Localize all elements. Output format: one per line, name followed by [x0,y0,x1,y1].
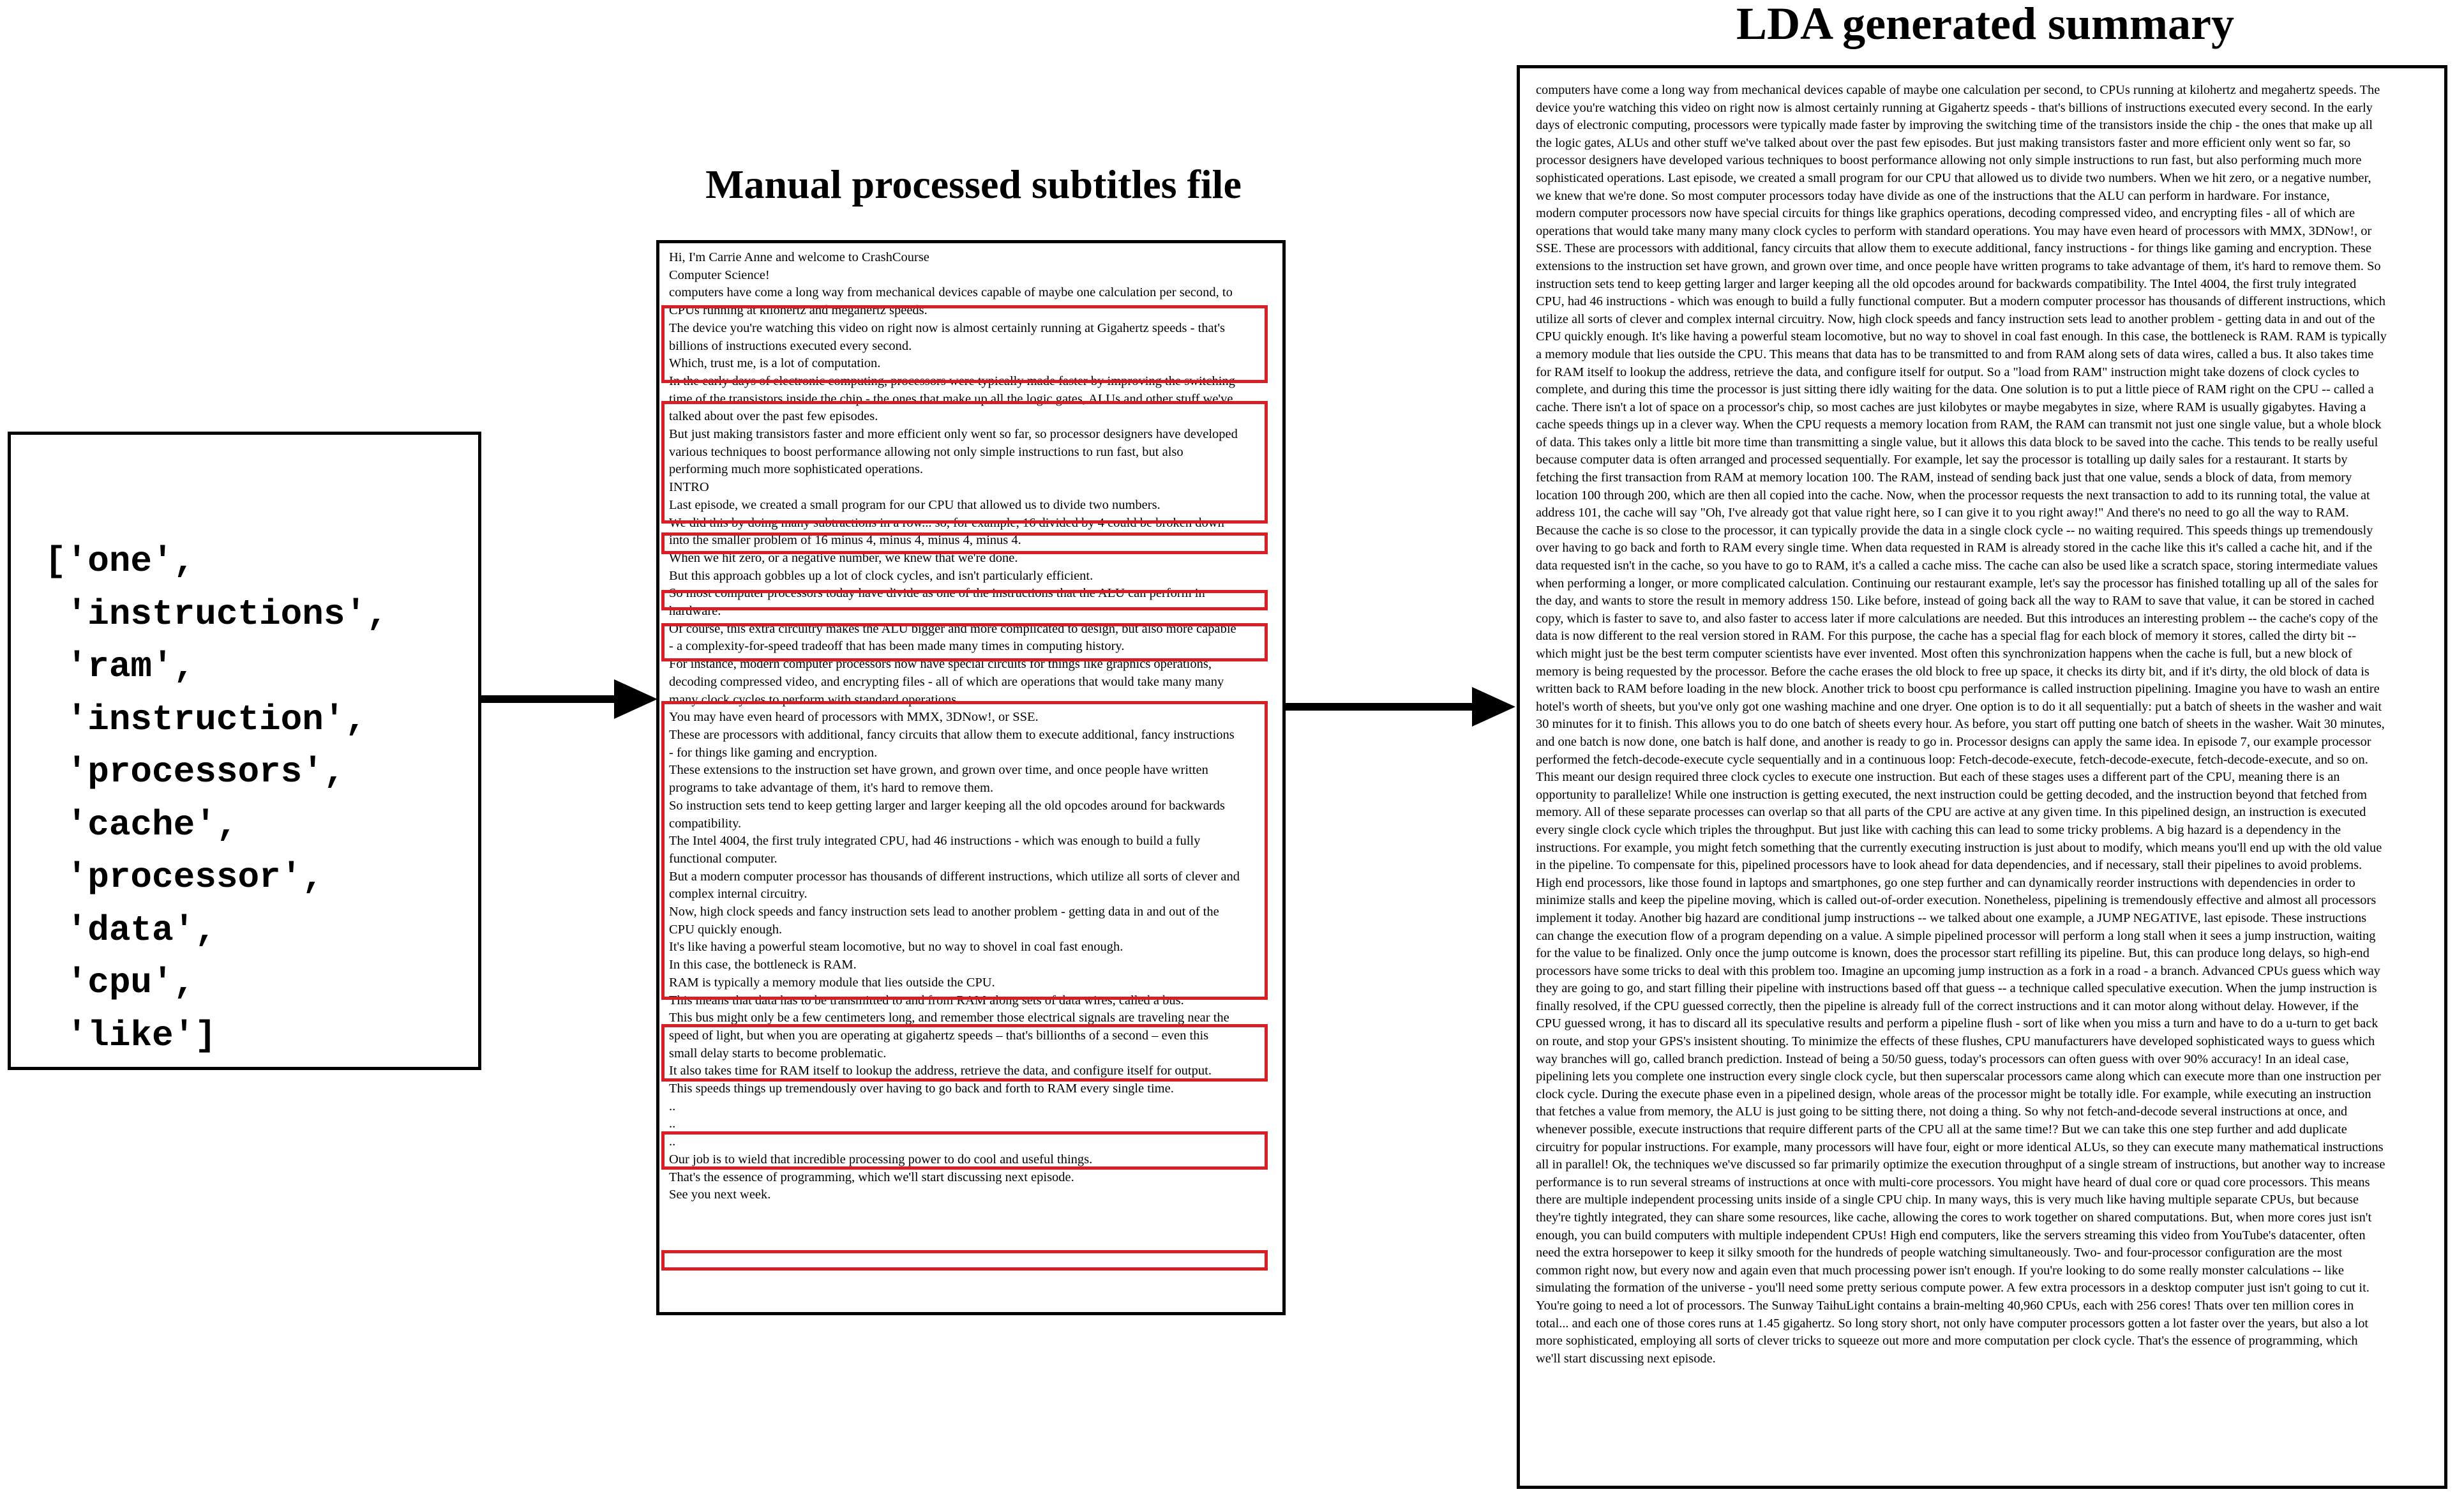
summary-line: fetching the first transaction from RAM at memory location 100. The RAM, instead of sending back just that one value, sends a block of data, from memory [1536,471,2352,485]
subtitle-line: So instruction sets tend to keep getting larger and larger keeping all the old opcodes around for backwards [669,798,1225,813]
summary-line: implement it today. Another big hazard are conditional jump instructions -- we talked about one example, a JUMP NEGATIVE, last episode. These instructions [1536,910,2367,925]
subtitle-line: That's the essence of programming, which we'll start discussing next episode. [669,1170,1074,1184]
summary-line: modern computer processors now have special circuits for things like graphics operations, decoding compressed video, and encrypting files - all of which are [1536,206,2355,221]
highlight-box [661,590,1268,610]
subtitle-line: .. [669,1099,676,1113]
subtitles-heading: Manual processed subtitles file [705,162,1242,207]
subtitle-line: You may have even heard of processors with MMX, 3DNow!, or SSE. [669,710,1039,725]
subtitle-line: Now, high clock speeds and fancy instruction sets lead to another problem - getting data in and out of the [669,905,1219,919]
summary-line: need the extra horsepower to keep it silky smooth for the hundreds of people watching simultaneously. Two- and four-processor configuration are the most [1536,1246,2343,1260]
summary-line: CPU quickly enough. It's like having a powerful steam locomotive, but no way to shovel in coal fast enough. In this case, the bottleneck is RAM. RAM is typically [1536,329,2387,344]
summary-line: finally resolved, if the CPU guessed correctly, then the pipeline is already full of the correct instructions and it can motor along without delay. However, if the [1536,999,2359,1013]
summary-line: there are multiple independent processing units inside of a single CPU chip. In many ways, this is very much like having multiple separate CPUs, but because [1536,1193,2359,1207]
summary-line: sophisticated operations. Last episode, we created a small program for our CPU that allowed us to divide two numbers. When we hit zero, or a negative number, [1536,170,2371,185]
summary-line: performance is to run several streams of instructions at once with multi-core processors. You might have heard of dual core or quad core processors. This means [1536,1175,2370,1189]
subtitle-line: In this case, the bottleneck is RAM. [669,958,857,972]
summary-line: performed the fetch-decode-execute cycle sequentially and in a continuous loop: Fetch-decode-execute, fetch-decode-execute, fetch-decode-execute, and so on. [1536,752,2368,767]
subtitle-line: complex internal circuitry. [669,887,808,902]
summary-line: when performing a longer, or more complicated calculation. Continuing our restaurant example, let's say the processor has finished totalling up all of the sales for [1536,576,2378,591]
subtitle-line: This bus might only be a few centimeters long, and remember those electrical signals are traveling near the [669,1011,1229,1025]
subtitle-line: Which, trust me, is a lot of computation. [669,356,881,371]
summary-line: This meant our design required three clock cycles to execute one instruction. But each of these stages uses a different part of the CPU, meaning there is an [1536,770,2340,785]
summary-line: of data. This takes only a little bit more time than transmitting a single value, but it allows this data block to be saved into the cache. This tends to be really useful [1536,435,2378,449]
subtitle-line: compatibility. [669,816,742,831]
subtitle-line: - for things like gaming and encryption. [669,745,878,760]
subtitle-line: Computer Science! [669,268,770,282]
summary-line: location 100 through 200, which are then all copied into the cache. Now, when the processor requests the next transaction to add to its running total, the value at [1536,488,2370,502]
summary-line: they're tightly integrated, they can share some resources, like cache, allowing the cores to work together on shared computations. But, when more cores just isn't [1536,1211,2372,1225]
summary-line: a memory module that lies outside the CPU. This means that data has to be transmitted to and from RAM along sets of data wires, called a bus. It also takes time [1536,347,2374,361]
summary-line: cache. There isn't a lot of space on a processor's chip, so most caches are just kilobytes or maybe megabytes in size, where RAM is usually gigabytes. Having a [1536,400,2366,414]
subtitle-line: Hi, I'm Carrie Anne and welcome to CrashCourse [669,250,929,264]
subtitle-line: time of the transistors inside the chip - the ones that make up all the logic gates, ALUs and other stuff we've [669,391,1233,406]
arrow-right-icon [1286,684,1517,729]
subtitle-line: The Intel 4004, the first truly integrated CPU, had 46 instructions - which was enough to build a fully [669,834,1201,849]
summary-line: CPU guessed wrong, it has to discard all its speculative results and perform a pipeline flush - sort of like when you miss a turn and have to do a u-turn to get back [1536,1016,2378,1031]
keyword-item: 'cpu', [45,962,195,1003]
summary-line: can change the execution flow of a program depending on a value. A simple pipelined processor will perform a long stall when it sees a jump instruction, waiting [1536,928,2376,943]
highlight-box [661,1024,1268,1082]
subtitle-line: The device you're watching this video on right now is almost certainly running at Gigahertz speeds - that's [669,321,1226,335]
summary-line: complete, and during this time the processor is just sitting there idly waiting for the data. One solution is to put a little piece of RAM right on the CPU -- called a [1536,382,2374,397]
summary-line: CPU, had 46 instructions - which was enough to build a fully functional computer. But a modern computer processor has thousands of different instructions, which [1536,294,2386,309]
keyword-item: 'ram', [45,646,195,687]
lda-summary-heading: LDA generated summary [1736,0,2234,49]
summary-line: hotel's worth of sheets, but you've only got one washing machine and one dryer. One option is to do it all sequentially: put a batch of sheets in the washer and wait [1536,699,2382,714]
summary-line: processor designers have developed various techniques to boost performance allowing not only simple instructions to run fast, but also performing much more [1536,153,2362,168]
summary-line: we knew that we're done. So most computer processors today have divide as one of the instructions that the ALU can perform in hardware. For instance, [1536,188,2330,203]
subtitle-line: RAM is typically a memory module that lies outside the CPU. [669,975,995,990]
subtitle-line: Last episode, we created a small program for our CPU that allowed us to divide two numbers. [669,497,1161,512]
summary-line: processors have some tricks to deal with this problem too. Imagine an upcoming jump instruction as a fork in a road - a branch. Advanced CPUs guess which way [1536,963,2380,978]
summary-line: device you're watching this video on right now is almost certainly running at Gigahertz speeds - that's billions of instructions executed every second. In the early [1536,100,2373,115]
subtitle-line: small delay starts to become problematic. [669,1046,887,1060]
subtitle-line: hardware. [669,604,721,619]
summary-line: cache speeds things up in a clever way. When the CPU requests a memory location from RAM, the RAM can transmit not just one single value, but a whole block [1536,418,2382,432]
summary-line: SSE. These are processors with additional, fancy circuits that allow them to execute additional, fancy instructions - for things like gaming and encryption. These [1536,241,2372,256]
subtitle-line: Of course, this extra circuitry makes the ALU bigger and more complicated to design, but also more capable [669,621,1236,636]
subtitle-line: It also takes time for RAM itself to lookup the address, retrieve the data, and configure itself for output. [669,1064,1212,1078]
highlight-box [661,401,1268,524]
subtitle-line: into the smaller problem of 16 minus 4, minus 4, minus 4, minus 4. [669,533,1021,548]
keyword-item: 'instructions', [45,593,388,635]
summary-line: days of electronic computing, processors were typically made faster by improving the switching time of the transistors inside the chip - the ones that make up all [1536,118,2373,133]
summary-line: for the value to be finalized. Only once the jump outcome is known, does the processor start refilling its pipeline. But, this can produce long delays, so high-end [1536,946,2370,961]
summary-line: copy, which is faster to save to, and also faster to access later if more calculations are needed. But this introduces an interesting problem -- the cache's copy of the [1536,611,2378,626]
summary-line: extensions to the instruction set have grown, and grown over time, and once people have written programs to take advantage of them, it's hard to remove them. So [1536,259,2381,273]
summary-line: opportunity to parallelize! While one instruction is getting executed, the next instruction could be getting decoded, and the instruction beyond that fetched from [1536,787,2367,802]
summary-line: on route, and stop your GPS's insistent shouting. To minimize the effects of these flushes, CPU manufacturers have developed sophisticated ways to guess which [1536,1034,2375,1049]
summary-line: operations that would take many many many clock cycles to perform with standard operations. You may have even heard of processors with MMX, 3DNow!, or [1536,223,2372,238]
subtitle-line: many clock cycles to perform with standard operations. [669,692,960,707]
summary-line: common right now, but every now and again even that much processing power isn't enough. If you're looking to do some really monster calculations -- like [1536,1263,2344,1278]
subtitle-line: talked about over the past few episodes. [669,409,878,424]
summary-line: the day, and wants to store the result in memory address 150. Like before, instead of going back all the way to RAM to save that value, it can be stored in cached [1536,594,2375,608]
keyword-item: 'cache', [45,804,238,845]
summary-line: enough, you can build computers with multiple independent CPUs! High end computers, like the servers streaming this video from YouTube's datacenter, often [1536,1228,2366,1242]
summary-line: in the pipeline. To compensate for this, pipelined processors have to look ahead for data dependencies, and if necessary, stall their pipelines to avoid problems. [1536,858,2363,873]
subtitle-line: .. [669,1135,676,1149]
subtitle-line: So most computer processors today have divide as one of the instructions that the ALU can perform in [669,586,1205,601]
keyword-item: 'data', [45,909,216,951]
summary-line: utilize all sorts of clever and complex internal circuitry. Now, high clock speeds and fancy instruction sets lead to another problem - getting data in and out of the [1536,312,2375,326]
subtitle-line: CPU quickly enough. [669,922,783,937]
summary-line: memory. All of these separate processes can overlap so that all parts of the CPU are active at any given time. In this pipelined design, an instruction is executed [1536,805,2366,820]
summary-line: which might just be the best term computer scientists have ever invented. Most often this synchronization happens when the cache is full, but a new block of [1536,647,2352,661]
subtitle-line: But just making transistors faster and more efficient only went so far, so processor designers have developed [669,427,1238,442]
summary-line: computers have come a long way from mechanical devices capable of maybe one calculation per second, to CPUs running at kilohertz and megahertz speeds. The [1536,83,2380,97]
keyword-item: 'instruction', [45,698,367,740]
subtitle-line: performing much more sophisticated operations. [669,462,923,477]
summary-line: simulating the formation of the universe - you'll need some pretty serious compute power. A few extra processors in a desktop computer just isn't going to cut it. [1536,1281,2370,1295]
arrow-right-icon [479,677,659,721]
subtitle-line: decoding compressed video, and encrypting files - all of which are operations that would take many many [669,674,1224,689]
subtitle-line: These extensions to the instruction set have grown, and grown over time, and once people have written [669,763,1208,778]
keyword-item: ['one', [45,541,195,582]
subtitle-line: functional computer. [669,851,778,866]
summary-line: data is now different to the real version stored in RAM. For this purpose, the cache has a special flag for each block of memory it stores, called the dirty bit -- [1536,629,2356,644]
subtitle-line: For instance, modern computer processors now have special circuits for things like graphics operations, [669,657,1212,672]
subtitle-line: We did this by doing many subtractions in a row... so, for example, 16 divided by 4 could be broken down [669,515,1224,530]
summary-line: because computer data is often arranged and processed sequentially. For example, let say the processor is totalling up daily sales for a restaurant. It starts by [1536,453,2348,467]
subtitle-line: These are processors with additional, fancy circuits that allow them to execute additional, fancy instructions [669,727,1235,742]
subtitle-line: programs to take advantage of them, it's hard to remove them. [669,781,994,796]
subtitle-line: computers have come a long way from mechanical devices capable of maybe one calculation per second, to [669,285,1233,300]
summary-line: we'll start discussing next episode. [1536,1351,1716,1366]
summary-line: You're going to need a lot of processors. The Sunway TaihuLight contains a brain-melting 40,960 CPUs, each with 256 cores! Thats over ten million cores in [1536,1298,2354,1313]
summary-line: the logic gates, ALUs and other stuff we've talked about over the past few episodes. But just making transistors faster and more efficient only went so far, so [1536,135,2351,150]
subtitle-line: billions of instructions executed every second. [669,338,912,353]
subtitle-line: But this approach gobbles up a lot of clock cycles, and isn't particularly efficient. [669,568,1093,583]
highlight-box [661,305,1268,383]
summary-line: circuitry for popular instructions. For example, many processors will have four, eight or more identical ALUs, so they can execute many mathematical instructions [1536,1140,2384,1154]
summary-line: whenever possible, execute instructions that require different parts of the CPU all at the same time!? But we can take this one step further and add duplicate [1536,1122,2347,1137]
subtitle-line: Our job is to wield that incredible processing power to do cool and useful things. [669,1152,1093,1166]
summary-line: all in parallel! Ok, the techniques we've discussed so far primarily optimize the execution throughput of a single stream of instructions, but another way to increase [1536,1158,2385,1172]
subtitle-line: But a modern computer processor has thousands of different instructions, which utilize all sorts of clever and [669,869,1240,884]
subtitle-line: It's like having a powerful steam locomotive, but no way to shovel in coal fast enough. [669,940,1123,954]
keyword-item: 'processor', [45,857,324,898]
summary-line: data requested isn't in the cache, so you have to go to RAM, it's a called a cache miss. The cache can also be used like a scratch space, storing intermediate values [1536,559,2378,573]
summary-line: more sophisticated, employing all sorts of clever tricks to squeeze out more and more computation per clock cycle. That's the essence of programming, which [1536,1334,2358,1348]
subtitle-line: CPUs running at kilohertz and megahertz speeds. [669,303,928,318]
highlight-box [661,623,1268,661]
summary-line: they are going to go, and start filling their pipeline with instructions based off that guess -- a technique called speculative execution. When the jump instruction is [1536,981,2377,996]
lda-summary-text [1536,82,2431,1474]
summary-line: over having to go back and forth to RAM every single time. When data requested in RAM is already stored in the cache like this it's called a cache hit, and if the [1536,541,2373,555]
keyword-item: 'processors', [45,751,345,792]
summary-line: High end processors, like those found in laptops and smartphones, go one step further and can dynamically reorder instructions with dependencies in order to [1536,875,2355,890]
summary-line: 30 minutes for it to finish. This allows you to do one batch of sheets every hour. As before, you start off putting one batch of sheets in the washer. Wait 30 minutes, [1536,717,2385,732]
subtitle-line: This speeds things up tremendously over having to go back and forth to RAM every single time. [669,1082,1174,1096]
summary-line: that fetches a value from memory, the ALU is just going to be sitting there, not doing a thing. So why not fetch-and-decode several instructions at once, and [1536,1105,2348,1119]
keyword-item: 'like'] [45,1015,216,1056]
subtitle-line: - a complexity-for-speed tradeoff that has been made many times in computing history. [669,639,1125,654]
subtitle-line: various techniques to boost performance allowing not only simple instructions to run fast, but also [669,444,1183,459]
subtitle-line: INTRO [669,480,709,495]
subtitle-line: This means that data has to be transmitted to and from RAM along sets of data wires, called a bus. [669,993,1184,1007]
highlight-box [661,701,1268,1000]
subtitle-line: In the early days of electronic computing, processors were typically made faster by improving the switching [669,374,1235,388]
highlight-box [661,532,1268,554]
summary-line: and one batch is now done, one batch is half done, and another is ready to go in. Processor designs can apply the same idea. In episode 7, our example processor [1536,734,2371,749]
highlight-box [661,1250,1268,1271]
summary-line: memory is being requested by the processor. Before the cache erases the old block to free up space, it checks its dirty bit, and if it's dirty, the old block of data is [1536,664,2370,679]
summary-line: address 101, the cache will say "Oh, I've already got that value right here, so I can give it to you right away!" And there's no need to go all the way to RAM. [1536,506,2349,520]
summary-line: clock cycle. During the execute phase even in a pipelined design, whole areas of the processor might be totally idle. For example, while executing an instruction [1536,1087,2371,1101]
summary-line: Because the cache is so close to the processor, it can typically provide the data in a single clock cycle -- no waiting required. This speeds things up tremendously [1536,523,2373,538]
subtitle-line: When we hit zero, or a negative number, we knew that we're done. [669,550,1018,565]
summary-line: pipelining lets you complete one instruction every single clock cycle, but then superscalar processors came along which can execute more than one instruction per [1536,1069,2381,1084]
summary-line: instruction sets tend to keep getting larger and larger keeping all the old opcodes around for backwards compatibility. The Intel 4004, the first truly integrated [1536,276,2357,291]
subtitle-line: speed of light, but when you are operating at gigahertz speeds – that's billionths of a second – even this [669,1028,1209,1043]
summary-line: way branches will go, called branch prediction. Instead of being a 50/50 guess, today's processors can often guess with over 90% accuracy! In an ideal case, [1536,1052,2349,1066]
subtitle-line: See you next week. [669,1188,771,1202]
summary-line: total... and each one of those cores runs at 1.45 gigahertz. So long story short, not only have computer processors gotten a lot faster over the years, but also a lot [1536,1316,2369,1331]
highlight-box [661,1131,1268,1170]
summary-line: every single clock cycle which triples the throughput. But just like with caching this can lead to some tricky problems. A big hazard is a dependency in the [1536,822,2341,837]
keywords-list [45,535,388,1062]
summary-line: instructions. For example, you might fetch something that the currently executing instruction is just about to modify, which means you'll end up with the old value [1536,840,2382,855]
summary-line: for RAM itself to lookup the address, retrieve the data, and configure itself for output. So a "load from RAM" instruction might take dozens of clock cycles to [1536,365,2359,379]
subtitle-line: .. [669,1117,676,1131]
summary-line: minimize stalls and keep the pipeline moving, which is called out-of-order execution. Nonetheless, pipelining is tremendously effective and almost all processors [1536,893,2377,908]
summary-line: written back to RAM before loading in the new block. Another trick to boost cpu performance is called instruction pipelining. Imagine you have to wash an entire [1536,682,2380,697]
